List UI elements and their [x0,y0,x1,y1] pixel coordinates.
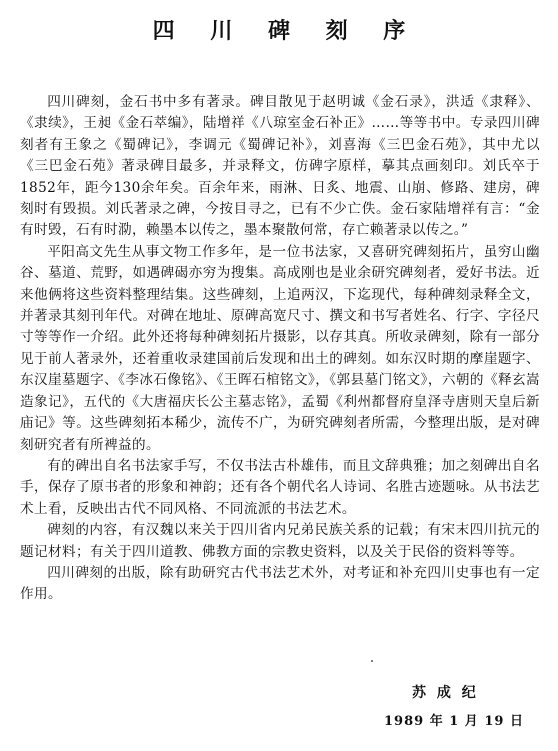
scan-speck [371,660,373,662]
signature-date: 1989 年 1 月 19 日 [384,714,524,729]
paragraph: 碑刻的内容，有汉魏以来关于四川省内兄弟民族关系的记载；有宋末四川抗元的题记材料；有关于四川道教、佛教方面的宗教史资料，以及关于民俗的资料等等。 [20,522,540,560]
page-title: 四 川 碑 刻 序 [152,18,420,44]
paragraph: 四川碑刻的出版，除有助研究古代书法艺术外，对考证和补充四川史事也有一定作用。 [20,564,540,603]
paragraph: 平阳高文先生从事文物工作多年，是一位书法家，又喜研究碑刻拓片，虽穷山幽谷、墓道、荒野，如遇碑碣亦穷为搜集。高成刚也是业余研究碑刻者，爱好书法。近来他俩将这些资料整理结集。这些碑刻，上追两汉，下迄现代，每种碑刻录释全文，并著录其刻刊年代。对碑在地址、原碑高宽尺寸、撰文和书写者姓名、行字、字径尺寸等等作一介绍。此外还将每种碑刻拓片摄影，以存其真。所收录碑刻，除有一部分见于前人著录外，还着重收录建国前后发现和出土的碑刻。如东汉时期的摩崖题字、东汉崖墓题字、《李冰石像铭》、《王晖石棺铭文》，《郭县墓门铭文》，六朝的《释玄嵩造象记》，五代的《大唐福庆长公主墓志铭》，孟蜀《利州都督府皇泽寺唐则天皇后新庙记》等。这些碑刻拓本稀少，流传不广，为研究碑刻者所需，今整理出版，是对碑刻研究者有所裨益的。 [20,243,540,453]
paragraph: 有的碑出自名书法家手写，不仅书法古朴雄伟，而且文辞典雅；加之刻碑出自名手，保存了原书者的形象和神韵；还有各个朝代名人诗词、名胜古迹题咏。从书法艺术上看，反映出古代不同风格、不同流派的书法艺术。 [20,457,540,517]
paragraph: 四川碑刻，金石书中多有著录。碑目散见于赵明诚《金石录》，洪适《隶释》、《隶续》，王昶《金石萃编》，陆增祥《八琼室金石补正》……等等书中。专录四川碑刻者有王象之《蜀碑记》，李调元《蜀碑记补》，刘喜海《三巴金石苑》，其中尤以《三巴金石苑》著录碑目最多，并录释文，仿碑字原样，摹其点画刻印。刘氏卒于1852年，距今130余年矣。百余年来，雨淋、日炙、地震、山崩、修路、建房，碑刻时有毁损。刘氏著录之碑，今按目寻之，已有不少亡佚。金石家陆增祥有言：“金有时毁，石有时泐，赖墨本以传之，墨本聚散何常，存亡赖著录以传之。” [20,94,540,239]
preface-body [20,92,540,606]
author-signature: 苏 成 纪 [412,685,479,701]
